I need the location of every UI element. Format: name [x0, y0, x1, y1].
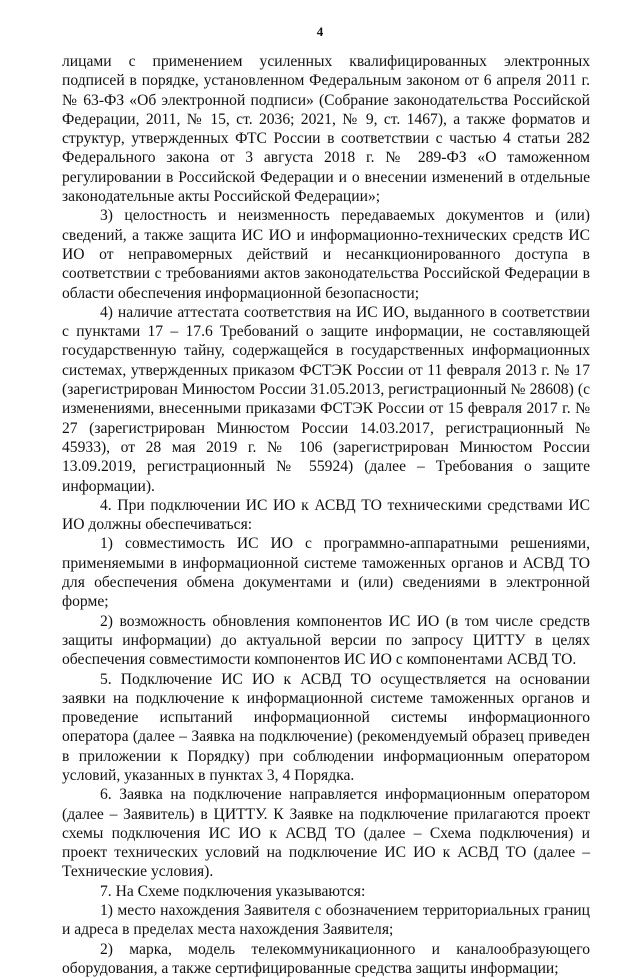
paragraph-10: 1) место нахождения Заявителя с обозначением территориальных границ и адреса в пределах места нахождения Заявителя; — [62, 902, 590, 939]
paragraph-3: 4) наличие аттестата соответствия на ИС ИО, выданного в соответствии с пунктами 17 – 17.6 Требований о защите информации, не составляющей государственную тайну, содержащейся в государственных информационных системах, утвержденных приказом ФСТЭК России от 11 февраля 2013 г. № 17 (зарегистрирован Минюстом России 31.05.2013, регистрационный № 28608) (с изменениями, внесенными приказами ФСТЭК России от 15 февраля 2017 г. № 27 (зарегистрирован Минюстом России 14.03.2017, регистрационный № 45933), от 28 мая 2019 г. № 106 (зарегистрирован Минюстом России 13.09.2019, регистрационный № 55924) (далее – Требования о защите информации). — [62, 303, 590, 495]
paragraph-8: 6. Заявка на подключение направляется информационным оператором (далее – Заявитель) в ЦИТТУ. К Заявке на подключение прилагаются проект схемы подключения ИС ИО к АСВД ТО (далее – Схема подключения) и проект технических условий на подключение ИС ИО к АСВД ТО (далее – Технические условия). — [62, 786, 590, 881]
paragraph-7: 5. Подключение ИС ИО к АСВД ТО осуществляется на основании заявки на подключение к информационной системе таможенных органов и проведение испытаний информационной системы информационного оператора (далее – Заявка на подключение) (рекомендуемый образец приведен в приложении к Порядку) при соблюдении информационным оператором условий, указанных в пунктах 3, 4 Порядка. — [62, 670, 590, 784]
paragraph-11: 2) марка, модель телекоммуникационного и каналообразующего оборудования, а также сертифицированные средства защиты информации; — [62, 940, 590, 977]
paragraph-4: 4. При подключении ИС ИО к АСВД ТО техническими средствами ИС ИО должны обеспечиваться: — [62, 496, 590, 534]
paragraph-6: 2) возможность обновления компонентов ИС ИО (в том числе средств защиты информации) до актуальной версии по запросу ЦИТТУ в целях обеспечения совместимости компонентов ИС ИО с компонентами АСВД ТО. — [62, 612, 590, 669]
paragraph-1: лицами с применением усиленных квалифицированных электронных подписей в порядке, установленном Федеральным законом от 6 апреля 2011 г. № 63-ФЗ «Об электронной подписи» (Собрание законодательства Российской Федерации, 2011, № 15, ст. 2036; 2021, № 9, ст. 1467), а также форматов и структур, утвержденных ФТС России в соответствии с частью 4 статьи 282 Федерального закона от 3 августа 2018 г. № 289-ФЗ «О таможенном регулировании в Российской Федерации и о внесении изменений в отдельные законодательные акты Российской Федерации»; — [62, 53, 590, 206]
paragraph-9: 7. На Схеме подключения указываются: — [100, 882, 366, 900]
paragraph-5: 1) совместимость ИС ИО с программно-аппаратными решениями, применяемыми в информационной системе таможенных органов и АСВД ТО для обеспечения обмена документами и (или) сведениями в электронной форме; — [62, 535, 590, 611]
document-body — [62, 52, 590, 978]
page-number: 4 — [316, 24, 324, 39]
paragraph-2: 3) целостность и неизменность передаваемых документов и (или) сведений, а также защита ИС ИО и информационно-технических средств ИС ИО от неправомерных действий и несанкционированного доступа в соответствии с требованиями актов законодательства Российской Федерации в области обеспечения информационной безопасности; — [62, 207, 590, 302]
